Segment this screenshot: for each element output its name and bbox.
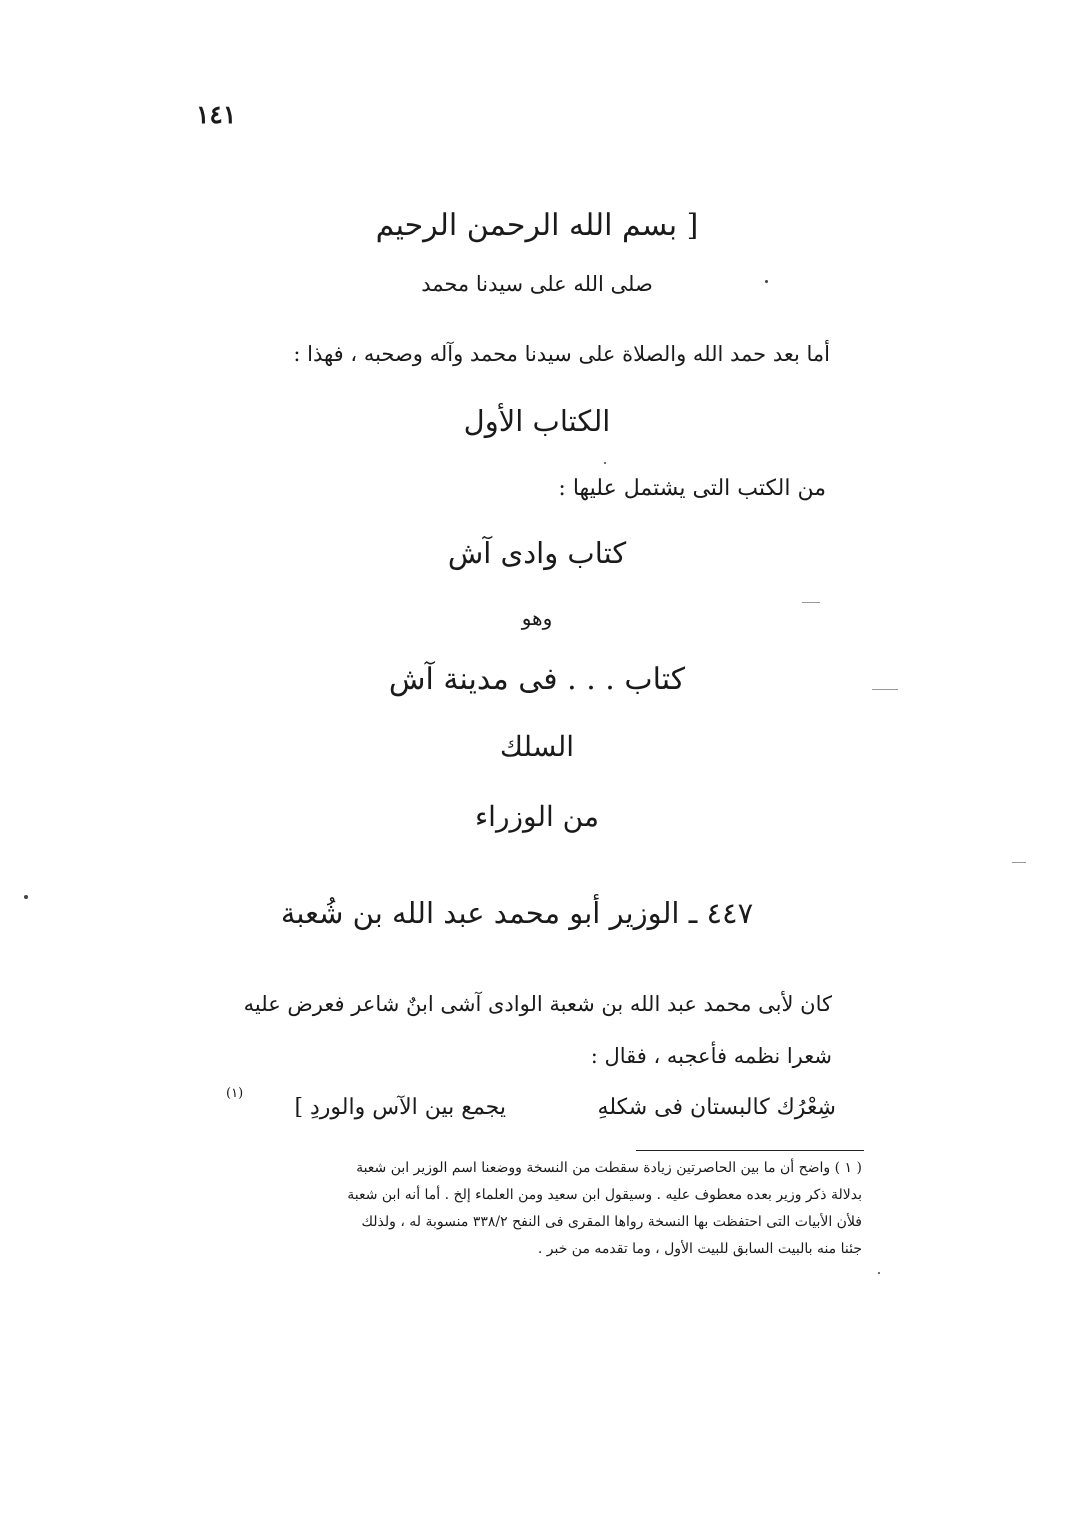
connector-word: وهو: [521, 606, 553, 630]
footnote-line: فلأن الأبيات التى احتفظت بها النسخة رواها المقرى فى النفح ٣٣٨/٢ منسوبة له ، ولذلك: [361, 1214, 862, 1230]
opening-line: أما بعد حمد الله والصلاة على سيدنا محمد وآله وصحبه ، فهذا :: [293, 342, 830, 366]
class-name: من الوزراء: [475, 800, 599, 833]
basmala: [ بسم الله الرحمن الرحيم: [375, 208, 699, 243]
first-hemistich: شِعْرُك كالبستان فى شكلهِ: [597, 1095, 836, 1120]
footnote-marker: (١): [226, 1086, 244, 1101]
salutation: صلى الله على سيدنا محمد: [421, 272, 653, 296]
scan-speck: [878, 1272, 880, 1274]
scan-mark: [1012, 862, 1026, 863]
body-line: كان لأبى محمد عبد الله بن شعبة الوادى آشى ابنٌ شاعر فعرض عليه: [243, 992, 832, 1016]
footnote-line: بدلالة ذكر وزير بعده معطوف عليه . وسيقول ابن سعيد ومن العلماء إلخ . أما أنه ابن شعبة: [347, 1187, 862, 1203]
scan-speck: [604, 462, 606, 464]
verse: [200, 1082, 836, 1134]
scan-speck: [24, 895, 28, 899]
second-hemistich: يجمع بين الآس والوردِ ]: [294, 1095, 506, 1120]
body-line: شعرا نظمه فأعجبه ، فقال :: [590, 1044, 832, 1068]
book-name: كتاب وادى آش: [447, 536, 627, 570]
section-name: السلك: [499, 730, 575, 763]
scan-speck: [765, 280, 768, 283]
book-city-title: كتاب . . . فى مدينة آش: [388, 662, 686, 697]
footnote-line: جئنا منه بالبيت السابق للبيت الأول ، وما تقدمه من خبر .: [537, 1241, 862, 1257]
scan-mark: [872, 689, 898, 690]
books-intro: من الكتب التى يشتمل عليها :: [558, 476, 826, 501]
page-number: ١٤١: [196, 100, 237, 129]
footnote-divider: [636, 1150, 864, 1151]
entry-heading: ٤٤٧ ـ الوزير أبو محمد عبد الله بن شُعبة: [280, 896, 754, 930]
footnote-line: ( ١ ) واضح أن ما بين الحاصرتين زيادة سقطت من النسخة ووضعنا اسم الوزير ابن شعبة: [356, 1160, 862, 1176]
scan-mark: [802, 602, 820, 603]
footnotes: [176, 1155, 862, 1263]
book-title: الكتاب الأول: [463, 404, 611, 438]
